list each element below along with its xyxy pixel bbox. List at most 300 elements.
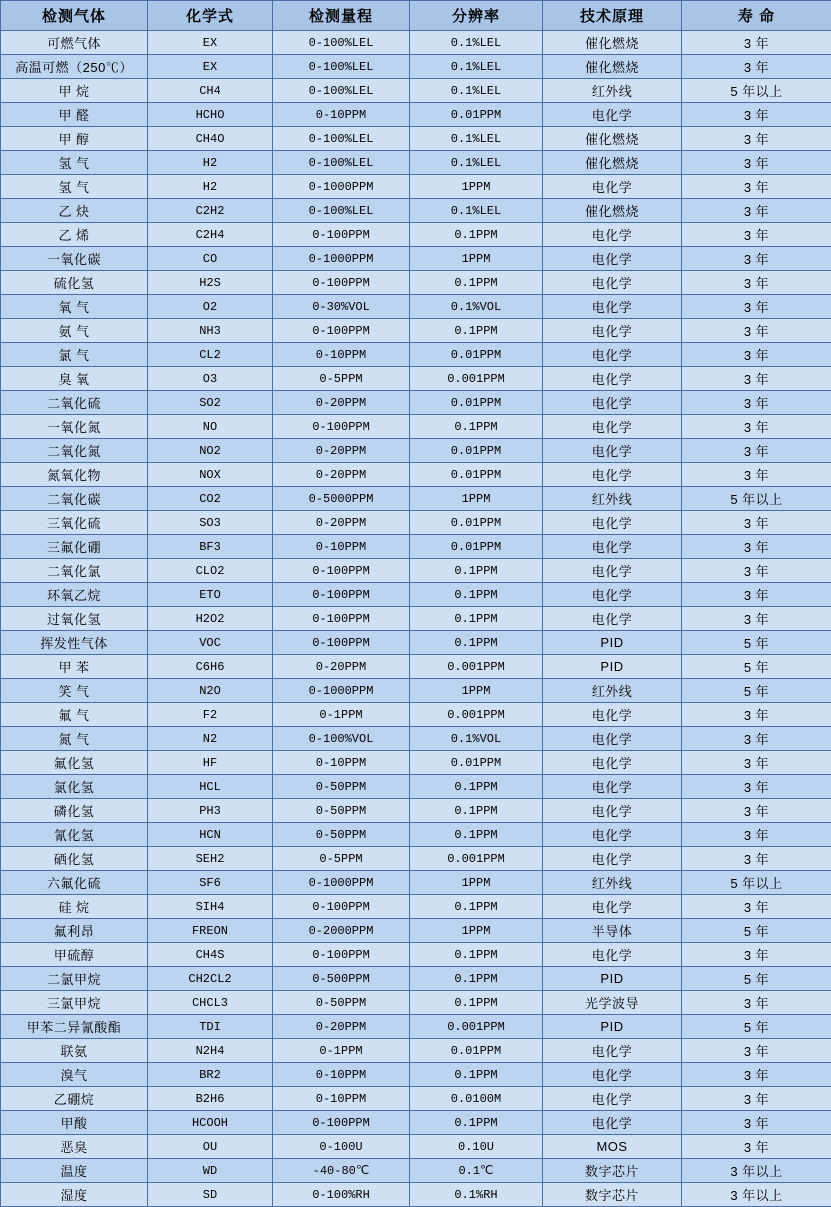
table-row [1, 847, 831, 871]
cell-technology: PID [543, 655, 682, 679]
table-row [1, 607, 831, 631]
cell-gas-name: 氢 气 [1, 175, 148, 199]
cell-chemical-formula: HCL [148, 775, 273, 799]
cell-detection-range: 0-100%LEL [273, 55, 410, 79]
table-row [1, 535, 831, 559]
cell-lifespan: 3 年 [682, 247, 831, 271]
table-row [1, 1183, 831, 1207]
cell-lifespan: 5 年 [682, 967, 831, 991]
table-row [1, 439, 831, 463]
cell-gas-name: 温度 [1, 1159, 148, 1183]
cell-lifespan: 3 年 [682, 1039, 831, 1063]
cell-gas-name: 氨 气 [1, 319, 148, 343]
cell-gas-name: 甲 醛 [1, 103, 148, 127]
cell-gas-name: 甲硫醇 [1, 943, 148, 967]
cell-lifespan: 3 年 [682, 703, 831, 727]
cell-resolution: 0.001PPM [410, 655, 543, 679]
cell-detection-range: 0-100PPM [273, 895, 410, 919]
cell-lifespan: 3 年 [682, 319, 831, 343]
table-header [1, 1, 831, 31]
cell-chemical-formula: SIH4 [148, 895, 273, 919]
cell-gas-name: 恶臭 [1, 1135, 148, 1159]
table-row [1, 703, 831, 727]
cell-chemical-formula: O3 [148, 367, 273, 391]
cell-detection-range: 0-10PPM [273, 343, 410, 367]
cell-detection-range: 0-50PPM [273, 775, 410, 799]
cell-chemical-formula: N2 [148, 727, 273, 751]
cell-technology: 电化学 [543, 799, 682, 823]
cell-resolution: 0.1℃ [410, 1159, 543, 1183]
cell-detection-range: 0-2000PPM [273, 919, 410, 943]
cell-chemical-formula: WD [148, 1159, 273, 1183]
cell-chemical-formula: SEH2 [148, 847, 273, 871]
cell-gas-name: 三氟化硼 [1, 535, 148, 559]
cell-detection-range: 0-1000PPM [273, 679, 410, 703]
cell-technology: 电化学 [543, 703, 682, 727]
cell-chemical-formula: NH3 [148, 319, 273, 343]
cell-lifespan: 3 年 [682, 295, 831, 319]
cell-resolution: 0.01PPM [410, 463, 543, 487]
table-row [1, 751, 831, 775]
cell-technology: 电化学 [543, 463, 682, 487]
cell-detection-range: 0-100%LEL [273, 79, 410, 103]
cell-technology: 红外线 [543, 79, 682, 103]
cell-chemical-formula: BF3 [148, 535, 273, 559]
cell-technology: 电化学 [543, 751, 682, 775]
cell-gas-name: 挥发性气体 [1, 631, 148, 655]
table-row [1, 487, 831, 511]
cell-lifespan: 3 年 [682, 103, 831, 127]
cell-lifespan: 3 年 [682, 271, 831, 295]
cell-chemical-formula: H2 [148, 151, 273, 175]
cell-detection-range: 0-10PPM [273, 751, 410, 775]
cell-detection-range: 0-1000PPM [273, 247, 410, 271]
cell-technology: 红外线 [543, 487, 682, 511]
cell-technology: 电化学 [543, 367, 682, 391]
cell-resolution: 0.1PPM [410, 319, 543, 343]
column-header-chemical-formula: 化学式 [148, 1, 273, 31]
cell-technology: 电化学 [543, 1039, 682, 1063]
cell-detection-range: 0-1PPM [273, 1039, 410, 1063]
cell-gas-name: 甲 醇 [1, 127, 148, 151]
cell-detection-range: 0-100PPM [273, 607, 410, 631]
cell-lifespan: 3 年 [682, 127, 831, 151]
table-row [1, 199, 831, 223]
cell-detection-range: 0-100PPM [273, 943, 410, 967]
cell-lifespan: 3 年 [682, 175, 831, 199]
cell-detection-range: 0-500PPM [273, 967, 410, 991]
cell-detection-range: 0-100%RH [273, 1183, 410, 1207]
cell-lifespan: 3 年以上 [682, 1159, 831, 1183]
cell-gas-name: 一氧化氮 [1, 415, 148, 439]
cell-resolution: 0.01PPM [410, 535, 543, 559]
table-row [1, 1087, 831, 1111]
cell-technology: 红外线 [543, 679, 682, 703]
cell-resolution: 1PPM [410, 247, 543, 271]
cell-chemical-formula: EX [148, 55, 273, 79]
table-row [1, 415, 831, 439]
cell-gas-name: 氯 气 [1, 343, 148, 367]
cell-chemical-formula: NO2 [148, 439, 273, 463]
cell-technology: 电化学 [543, 607, 682, 631]
cell-lifespan: 3 年 [682, 751, 831, 775]
cell-lifespan: 3 年 [682, 895, 831, 919]
cell-gas-name: 环氧乙烷 [1, 583, 148, 607]
cell-detection-range: 0-5PPM [273, 367, 410, 391]
table-row [1, 391, 831, 415]
cell-technology: 电化学 [543, 847, 682, 871]
cell-resolution: 0.0100M [410, 1087, 543, 1111]
cell-lifespan: 3 年 [682, 223, 831, 247]
cell-detection-range: 0-100PPM [273, 319, 410, 343]
table-row [1, 127, 831, 151]
cell-detection-range: 0-100%VOL [273, 727, 410, 751]
cell-resolution: 0.10U [410, 1135, 543, 1159]
table-row [1, 823, 831, 847]
cell-chemical-formula: HF [148, 751, 273, 775]
cell-gas-name: 笑 气 [1, 679, 148, 703]
cell-gas-name: 乙硼烷 [1, 1087, 148, 1111]
cell-chemical-formula: VOC [148, 631, 273, 655]
table-row [1, 655, 831, 679]
cell-detection-range: 0-20PPM [273, 391, 410, 415]
cell-chemical-formula: CO [148, 247, 273, 271]
cell-technology: 电化学 [543, 1087, 682, 1111]
cell-lifespan: 3 年 [682, 799, 831, 823]
cell-technology: 催化燃烧 [543, 199, 682, 223]
cell-gas-name: 氧 气 [1, 295, 148, 319]
cell-chemical-formula: NOX [148, 463, 273, 487]
cell-detection-range: 0-100PPM [273, 271, 410, 295]
cell-detection-range: 0-100%LEL [273, 199, 410, 223]
table-row [1, 1039, 831, 1063]
table-row [1, 1135, 831, 1159]
cell-gas-name: 氯化氢 [1, 775, 148, 799]
cell-detection-range: 0-100PPM [273, 415, 410, 439]
cell-chemical-formula: N2H4 [148, 1039, 273, 1063]
table-row [1, 295, 831, 319]
cell-lifespan: 3 年 [682, 199, 831, 223]
cell-gas-name: 氰化氢 [1, 823, 148, 847]
column-header-detection-range: 检测量程 [273, 1, 410, 31]
table-row [1, 79, 831, 103]
cell-gas-name: 联氨 [1, 1039, 148, 1063]
cell-chemical-formula: TDI [148, 1015, 273, 1039]
cell-resolution: 0.1PPM [410, 823, 543, 847]
cell-gas-name: 臭 氧 [1, 367, 148, 391]
cell-lifespan: 3 年 [682, 847, 831, 871]
cell-lifespan: 3 年 [682, 1111, 831, 1135]
cell-chemical-formula: C6H6 [148, 655, 273, 679]
cell-resolution: 0.1PPM [410, 583, 543, 607]
cell-chemical-formula: B2H6 [148, 1087, 273, 1111]
cell-chemical-formula: FREON [148, 919, 273, 943]
cell-detection-range: 0-20PPM [273, 1015, 410, 1039]
cell-lifespan: 3 年 [682, 55, 831, 79]
table-row [1, 799, 831, 823]
cell-resolution: 0.01PPM [410, 439, 543, 463]
cell-resolution: 0.01PPM [410, 751, 543, 775]
cell-gas-name: 甲苯二异氰酸酯 [1, 1015, 148, 1039]
cell-technology: 电化学 [543, 415, 682, 439]
cell-resolution: 0.1%LEL [410, 127, 543, 151]
cell-chemical-formula: BR2 [148, 1063, 273, 1087]
cell-lifespan: 3 年 [682, 943, 831, 967]
cell-technology: PID [543, 1015, 682, 1039]
cell-technology: 电化学 [543, 1063, 682, 1087]
cell-resolution: 0.1PPM [410, 415, 543, 439]
cell-technology: 电化学 [543, 247, 682, 271]
cell-chemical-formula: CH4 [148, 79, 273, 103]
cell-detection-range: 0-10PPM [273, 103, 410, 127]
cell-technology: 电化学 [543, 535, 682, 559]
cell-technology: PID [543, 967, 682, 991]
cell-lifespan: 3 年 [682, 1087, 831, 1111]
cell-detection-range: 0-10PPM [273, 535, 410, 559]
cell-technology: 电化学 [543, 823, 682, 847]
cell-lifespan: 5 年以上 [682, 487, 831, 511]
cell-technology: 催化燃烧 [543, 31, 682, 55]
table-row [1, 343, 831, 367]
table-header-row [1, 1, 831, 31]
table-row [1, 631, 831, 655]
cell-resolution: 0.001PPM [410, 847, 543, 871]
cell-gas-name: 乙 炔 [1, 199, 148, 223]
cell-technology: 催化燃烧 [543, 127, 682, 151]
cell-gas-name: 二氧化碳 [1, 487, 148, 511]
cell-chemical-formula: HCOOH [148, 1111, 273, 1135]
cell-gas-name: 氟利昂 [1, 919, 148, 943]
cell-technology: 催化燃烧 [543, 55, 682, 79]
table-row [1, 1015, 831, 1039]
cell-resolution: 0.01PPM [410, 391, 543, 415]
cell-technology: 电化学 [543, 511, 682, 535]
cell-lifespan: 5 年 [682, 655, 831, 679]
cell-gas-name: 溴气 [1, 1063, 148, 1087]
cell-resolution: 0.1%LEL [410, 151, 543, 175]
cell-gas-name: 二氧化氮 [1, 439, 148, 463]
cell-detection-range: 0-50PPM [273, 823, 410, 847]
cell-resolution: 0.01PPM [410, 511, 543, 535]
cell-gas-name: 可燃气体 [1, 31, 148, 55]
cell-gas-name: 氮 气 [1, 727, 148, 751]
cell-lifespan: 3 年 [682, 343, 831, 367]
cell-detection-range: 0-20PPM [273, 439, 410, 463]
table-row [1, 559, 831, 583]
cell-resolution: 0.1%LEL [410, 199, 543, 223]
cell-detection-range: 0-100PPM [273, 1111, 410, 1135]
cell-gas-name: 二氧化硫 [1, 391, 148, 415]
cell-chemical-formula: ETO [148, 583, 273, 607]
cell-chemical-formula: EX [148, 31, 273, 55]
cell-detection-range: 0-5PPM [273, 847, 410, 871]
cell-resolution: 0.001PPM [410, 703, 543, 727]
cell-lifespan: 3 年 [682, 151, 831, 175]
cell-detection-range: 0-50PPM [273, 799, 410, 823]
cell-technology: 电化学 [543, 775, 682, 799]
cell-technology: 电化学 [543, 895, 682, 919]
cell-lifespan: 5 年 [682, 919, 831, 943]
cell-resolution: 0.1%VOL [410, 727, 543, 751]
cell-chemical-formula: CH4O [148, 127, 273, 151]
cell-gas-name: 三氯甲烷 [1, 991, 148, 1015]
cell-technology: 电化学 [543, 583, 682, 607]
table-row [1, 319, 831, 343]
cell-chemical-formula: H2O2 [148, 607, 273, 631]
cell-technology: 电化学 [543, 343, 682, 367]
cell-gas-name: 甲酸 [1, 1111, 148, 1135]
cell-detection-range: -40-80℃ [273, 1159, 410, 1183]
cell-resolution: 0.01PPM [410, 103, 543, 127]
cell-resolution: 0.1PPM [410, 607, 543, 631]
cell-resolution: 0.1PPM [410, 271, 543, 295]
cell-lifespan: 5 年以上 [682, 871, 831, 895]
cell-technology: 电化学 [543, 319, 682, 343]
cell-detection-range: 0-1000PPM [273, 175, 410, 199]
table-row [1, 511, 831, 535]
cell-resolution: 0.01PPM [410, 343, 543, 367]
cell-resolution: 1PPM [410, 175, 543, 199]
table-row [1, 895, 831, 919]
column-header-resolution: 分辨率 [410, 1, 543, 31]
column-header-lifespan: 寿 命 [682, 1, 831, 31]
cell-chemical-formula: CO2 [148, 487, 273, 511]
cell-gas-name: 氟 气 [1, 703, 148, 727]
table-row [1, 175, 831, 199]
cell-lifespan: 3 年 [682, 727, 831, 751]
cell-lifespan: 5 年以上 [682, 79, 831, 103]
column-header-gas-name: 检测气体 [1, 1, 148, 31]
cell-chemical-formula: CHCL3 [148, 991, 273, 1015]
cell-technology: 电化学 [543, 559, 682, 583]
cell-technology: MOS [543, 1135, 682, 1159]
cell-lifespan: 3 年 [682, 31, 831, 55]
cell-gas-name: 二氯甲烷 [1, 967, 148, 991]
cell-lifespan: 3 年 [682, 511, 831, 535]
cell-resolution: 0.1PPM [410, 559, 543, 583]
cell-detection-range: 0-50PPM [273, 991, 410, 1015]
cell-gas-name: 硒化氢 [1, 847, 148, 871]
cell-technology: 电化学 [543, 295, 682, 319]
table-row [1, 871, 831, 895]
table-row [1, 463, 831, 487]
cell-resolution: 0.1%RH [410, 1183, 543, 1207]
cell-detection-range: 0-1PPM [273, 703, 410, 727]
cell-technology: 半导体 [543, 919, 682, 943]
cell-resolution: 0.001PPM [410, 367, 543, 391]
cell-chemical-formula: HCHO [148, 103, 273, 127]
cell-detection-range: 0-100PPM [273, 223, 410, 247]
cell-chemical-formula: CH4S [148, 943, 273, 967]
table-row [1, 679, 831, 703]
cell-lifespan: 3 年 [682, 991, 831, 1015]
cell-detection-range: 0-100U [273, 1135, 410, 1159]
cell-gas-name: 氢 气 [1, 151, 148, 175]
cell-lifespan: 3 年 [682, 1135, 831, 1159]
cell-chemical-formula: OU [148, 1135, 273, 1159]
cell-lifespan: 3 年 [682, 583, 831, 607]
table-row [1, 991, 831, 1015]
table-row [1, 919, 831, 943]
table-row [1, 775, 831, 799]
cell-gas-name: 六氟化硫 [1, 871, 148, 895]
cell-technology: 电化学 [543, 175, 682, 199]
table-row [1, 727, 831, 751]
cell-resolution: 0.1PPM [410, 1063, 543, 1087]
cell-lifespan: 5 年 [682, 631, 831, 655]
table-row [1, 943, 831, 967]
cell-detection-range: 0-20PPM [273, 511, 410, 535]
cell-detection-range: 0-1000PPM [273, 871, 410, 895]
cell-detection-range: 0-100PPM [273, 631, 410, 655]
cell-resolution: 0.1PPM [410, 775, 543, 799]
cell-gas-name: 氮氧化物 [1, 463, 148, 487]
column-header-technology: 技术原理 [543, 1, 682, 31]
table-row [1, 151, 831, 175]
cell-gas-name: 乙 烯 [1, 223, 148, 247]
cell-gas-name: 高温可燃（250℃） [1, 55, 148, 79]
table-row [1, 583, 831, 607]
cell-detection-range: 0-100%LEL [273, 151, 410, 175]
cell-chemical-formula: SO3 [148, 511, 273, 535]
cell-detection-range: 0-100PPM [273, 583, 410, 607]
cell-gas-name: 三氧化硫 [1, 511, 148, 535]
cell-technology: 数字芯片 [543, 1183, 682, 1207]
cell-resolution: 0.1%LEL [410, 31, 543, 55]
cell-lifespan: 3 年 [682, 391, 831, 415]
cell-chemical-formula: PH3 [148, 799, 273, 823]
table-row [1, 367, 831, 391]
cell-lifespan: 3 年 [682, 823, 831, 847]
cell-resolution: 0.1PPM [410, 1111, 543, 1135]
cell-chemical-formula: NO [148, 415, 273, 439]
cell-technology: 电化学 [543, 271, 682, 295]
cell-resolution: 0.1PPM [410, 223, 543, 247]
cell-detection-range: 0-10PPM [273, 1087, 410, 1111]
cell-resolution: 1PPM [410, 919, 543, 943]
cell-chemical-formula: CL2 [148, 343, 273, 367]
cell-detection-range: 0-20PPM [273, 463, 410, 487]
cell-chemical-formula: H2S [148, 271, 273, 295]
table-row [1, 1111, 831, 1135]
cell-technology: 红外线 [543, 871, 682, 895]
cell-chemical-formula: C2H4 [148, 223, 273, 247]
cell-detection-range: 0-100%LEL [273, 127, 410, 151]
cell-lifespan: 3 年 [682, 463, 831, 487]
table-row [1, 103, 831, 127]
cell-gas-name: 二氧化氯 [1, 559, 148, 583]
cell-technology: 催化燃烧 [543, 151, 682, 175]
cell-chemical-formula: HCN [148, 823, 273, 847]
cell-gas-name: 甲 苯 [1, 655, 148, 679]
cell-chemical-formula: O2 [148, 295, 273, 319]
cell-lifespan: 3 年 [682, 1063, 831, 1087]
cell-resolution: 0.01PPM [410, 1039, 543, 1063]
cell-resolution: 0.1%VOL [410, 295, 543, 319]
cell-resolution: 0.001PPM [410, 1015, 543, 1039]
table-row [1, 271, 831, 295]
cell-lifespan: 3 年 [682, 367, 831, 391]
cell-gas-name: 过氧化氢 [1, 607, 148, 631]
cell-technology: 电化学 [543, 223, 682, 247]
cell-resolution: 0.1PPM [410, 631, 543, 655]
cell-lifespan: 3 年 [682, 559, 831, 583]
table-row [1, 55, 831, 79]
cell-gas-name: 氟化氢 [1, 751, 148, 775]
table-row [1, 223, 831, 247]
cell-chemical-formula: CLO2 [148, 559, 273, 583]
cell-lifespan: 3 年 [682, 775, 831, 799]
